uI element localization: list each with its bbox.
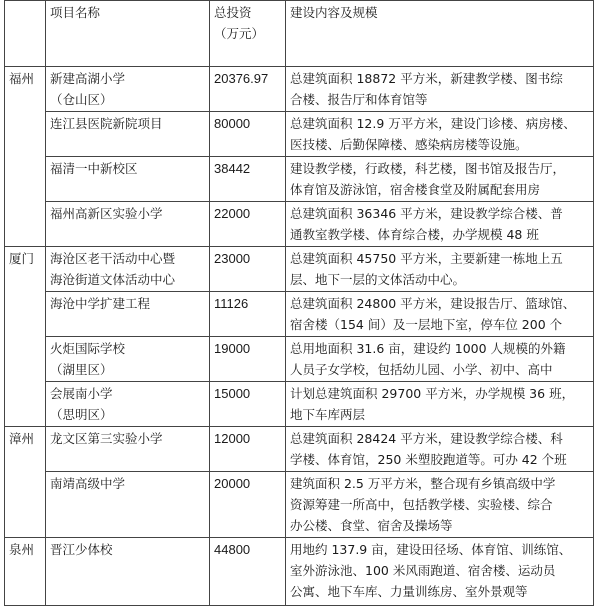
city-cell: 厦门	[5, 247, 46, 427]
project-name-cell	[46, 67, 210, 112]
project-name-line: 火炬国际学校	[50, 341, 126, 356]
investment-cell: 44800	[210, 538, 286, 606]
header-investment-line2: （万元）	[214, 26, 265, 41]
table-row	[5, 382, 594, 427]
investment-cell: 80000	[210, 112, 286, 157]
content-cell	[286, 157, 594, 202]
content-cell	[286, 427, 594, 472]
project-name-line: 福州高新区实验小学	[50, 206, 163, 221]
content-line: 体育馆及游泳馆，宿舍楼食堂及附属配套用房	[290, 182, 541, 197]
project-name-line: （仓山区）	[50, 92, 113, 107]
table-row	[5, 538, 594, 606]
content-cell	[286, 472, 594, 538]
content-cell	[286, 337, 594, 382]
project-name-line: 海沧区老干活动中心暨	[50, 251, 176, 266]
project-name-line: 海沧中学扩建工程	[50, 296, 151, 311]
investment-cell: 12000	[210, 427, 286, 472]
table-row	[5, 427, 594, 472]
content-cell	[286, 112, 594, 157]
table-row	[5, 337, 594, 382]
content-cell	[286, 382, 594, 427]
content-line: 总建筑面积 36346 平方米，建设教学综合楼、普	[290, 206, 563, 221]
project-name-cell	[46, 337, 210, 382]
content-line: 办公楼、食堂、宿舍及操场等	[290, 518, 453, 533]
investment-cell: 20000	[210, 472, 286, 538]
content-line: 总建筑面积 45750 平方米，主要新建一栋地上五	[290, 251, 563, 266]
header-content: 建设内容及规模	[290, 5, 378, 20]
investment-cell: 22000	[210, 202, 286, 247]
project-name-line: （湖里区）	[50, 362, 113, 377]
content-line: 医技楼、后勤保障楼、感染病房楼等设施。	[290, 137, 528, 152]
content-cell	[286, 67, 594, 112]
table-row	[5, 67, 594, 112]
project-name-line: 新建高湖小学	[50, 71, 126, 86]
project-name-line: 会展南小学	[50, 386, 113, 401]
content-line: 总用地面积 31.6 亩，建设约 1000 人规模的外籍	[290, 341, 566, 356]
content-cell	[286, 538, 594, 606]
investment-cell: 20376.97	[210, 67, 286, 112]
project-name-line: （思明区）	[50, 407, 113, 422]
header-name-cell	[46, 1, 210, 67]
content-cell	[286, 202, 594, 247]
project-name-line: 龙文区第三实验小学	[50, 431, 163, 446]
header-content-cell	[286, 1, 594, 67]
project-name-line: 连江县医院新院项目	[50, 116, 163, 131]
content-line: 建设教学楼，行政楼，科艺楼，图书馆及报告厅，	[290, 161, 566, 176]
header-investment-cell	[210, 1, 286, 67]
content-line: 合楼、报告厅和体育馆等	[290, 92, 428, 107]
content-line: 总建筑面积 28424 平方米，建设教学综合楼、科	[290, 431, 563, 446]
project-name-cell	[46, 202, 210, 247]
investment-cell: 38442	[210, 157, 286, 202]
city-cell: 漳州	[5, 427, 46, 538]
project-name-line: 福清一中新校区	[50, 161, 138, 176]
content-line: 人员子女学校，包括幼儿园、小学、初中、高中	[290, 362, 553, 377]
header-investment-line1: 总投资	[214, 5, 252, 20]
content-line: 用地约 137.9 亩，建设田径场、体育馆、训练馆、	[290, 542, 572, 557]
header-city-cell	[5, 1, 46, 67]
project-name-cell	[46, 247, 210, 292]
project-name-line: 晋江少体校	[50, 542, 113, 557]
project-name-cell	[46, 382, 210, 427]
content-line: 计划总建筑面积 29700 平方米，办学规模 36 班，	[290, 386, 575, 401]
content-line: 宿舍楼（154 间）及一层地下室，停车位 200 个	[290, 317, 563, 332]
project-name-cell	[46, 112, 210, 157]
investment-cell: 11126	[210, 292, 286, 337]
content-line: 总建筑面积 24800 平方米，建设报告厅、篮球馆、	[290, 296, 576, 311]
header-name: 项目名称	[50, 5, 101, 20]
project-name-cell	[46, 427, 210, 472]
project-name-cell	[46, 472, 210, 538]
content-line: 公寓、地下车库、力量训练房、室外景观等	[290, 584, 528, 599]
table-row	[5, 472, 594, 538]
content-line: 室外游泳池、100 米风雨跑道、宿舍楼、运动员	[290, 563, 556, 578]
content-cell	[286, 247, 594, 292]
city-cell: 泉州	[5, 538, 46, 606]
content-line: 资源筹建一所高中，包括教学楼、实验楼、综合	[290, 497, 553, 512]
project-name-line: 海沧街道文体活动中心	[50, 272, 176, 287]
content-line: 总建筑面积 18872 平方米，新建教学楼、图书综	[290, 71, 563, 86]
content-line: 层、地下一层的文体活动中心。	[290, 272, 466, 287]
header-row	[5, 1, 594, 67]
content-line: 总建筑面积 12.9 万平方米，建设门诊楼、病房楼、	[290, 116, 576, 131]
investment-cell: 23000	[210, 247, 286, 292]
content-cell	[286, 292, 594, 337]
project-table	[4, 0, 594, 606]
project-name-line: 南靖高级中学	[50, 476, 126, 491]
city-cell: 福州	[5, 67, 46, 247]
table-row	[5, 112, 594, 157]
table-row	[5, 247, 594, 292]
content-line: 地下车库两层	[290, 407, 366, 422]
table-row	[5, 202, 594, 247]
project-name-cell	[46, 538, 210, 606]
project-name-cell	[46, 157, 210, 202]
project-name-cell	[46, 292, 210, 337]
investment-cell: 19000	[210, 337, 286, 382]
content-line: 学楼、体育馆，250 米塑胶跑道等。可办 42 个班	[290, 452, 567, 467]
content-line: 通教室教学楼、体育综合楼，办学规模 48 班	[290, 227, 539, 242]
table-row	[5, 292, 594, 337]
table-row	[5, 157, 594, 202]
content-line: 建筑面积 2.5 万平方米，整合现有乡镇高级中学	[290, 476, 556, 491]
investment-cell: 15000	[210, 382, 286, 427]
